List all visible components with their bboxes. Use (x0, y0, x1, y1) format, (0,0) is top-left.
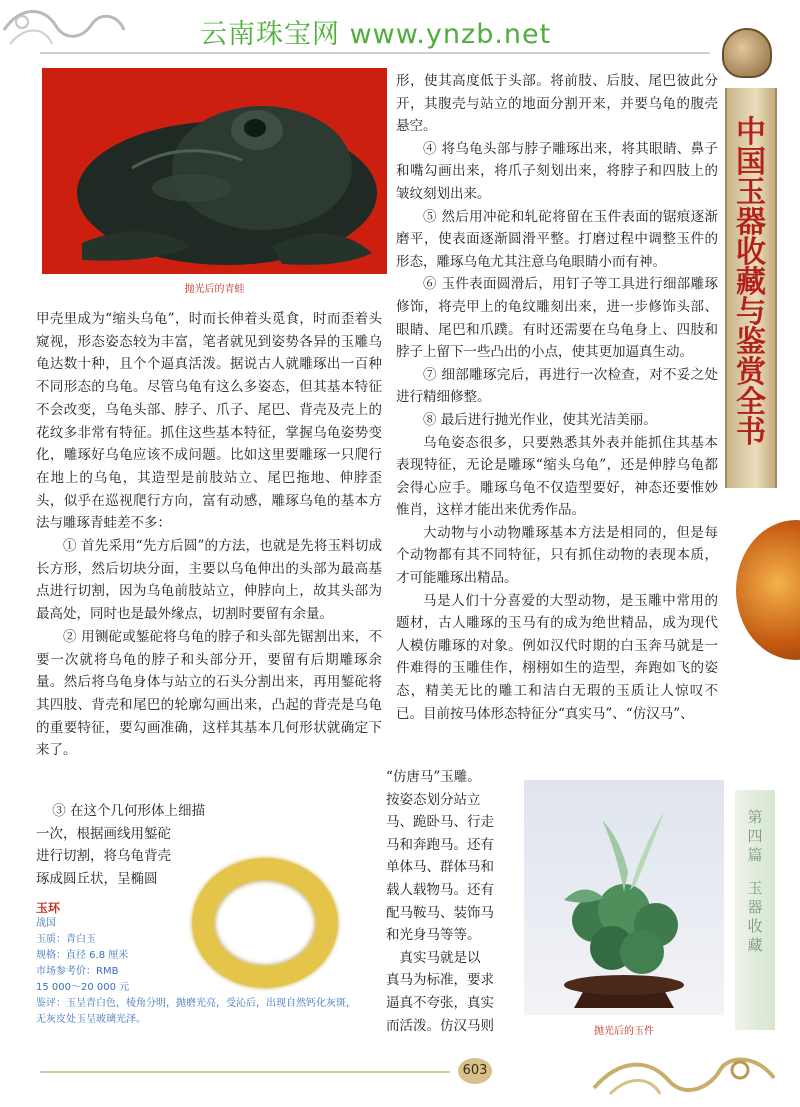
paragraph: ⑦ 细部雕琢完后，再进行一次检查，对不妥之处进行精细修整。 (396, 366, 718, 406)
frog-illustration (42, 68, 387, 274)
book-title-char: 器 (736, 205, 766, 240)
book-title-char: 书 (736, 415, 766, 450)
artifact-review: 鉴评：玉呈青白色，棱角分明，抛磨光亮，受沁后，出现自然钙化灰斑， (36, 998, 356, 1009)
right-text-column (396, 70, 718, 725)
text-line: 配马鞍马、装饰马 (386, 904, 494, 921)
chapter-label-vertical (741, 808, 769, 955)
paragraph: ② 用铡砣或錾砣将乌龟的脖子和头部先锯割出来，不要一次就将乌龟的脖子和头部分开，要留有后期雕琢余量。然后将乌龟身体与站立的石头分割出来，再用錾砣将其四肢、背壳和尾巴的轮廓勾画出来，凸起的背壳是乌龟的重要特征，要勾画准确，这样其基本几何形状就确定下来了。 (36, 628, 382, 759)
paragraph: 马是人们十分喜爱的大型动物，是玉雕中常用的题材，古人雕琢的玉马有的成为绝世精品，成为现代人模仿雕琢的对象。例如汉代时期的白玉奔马就是一件难得的玉雕佳作，栩栩如生的造型，奔跑如飞的姿态，精美无比的雕工和洁白无瑕的玉质让人惊叹不已。目前按马体形态特征分“真实马”、“仿汉马”、 (396, 592, 718, 722)
jade-carving-caption: 抛光后的玉件 (594, 1026, 654, 1037)
artifact-period: 战国 (36, 918, 56, 929)
text-line: 载人载物马。还有 (386, 881, 494, 898)
text-line: 真马为标准，要求 (386, 972, 494, 989)
text-line: 而活泼。仿汉马则 (386, 1017, 494, 1034)
frog-photo-caption: 抛光后的青蛙 (184, 284, 245, 295)
footer-rule (40, 1071, 450, 1073)
text-line: 逼真不夸张，真实 (386, 994, 494, 1011)
book-title-vertical (731, 115, 771, 450)
book-title-char: 鉴 (736, 325, 766, 360)
chapter-char: 第 (747, 808, 763, 826)
paragraph: ⑤ 然后用冲砣和轧砣将留在玉件表面的锯痕逐渐磨平，使表面逐渐圆滑平整。打磨过程中调整玉件的形态，雕琢乌龟尤其注意乌龟眼睛小而有神。 (396, 208, 718, 270)
text-line: 按姿态划分站立 (386, 791, 481, 808)
artifact-size: 规格：直径 6.8 厘米 (36, 950, 129, 961)
text-line: 和光身马等等。 (386, 927, 481, 944)
text-line: 真实马就是以 (386, 949, 481, 966)
right-narrow-text (386, 766, 516, 1037)
text-line: 进行切割，将乌龟背壳 (36, 848, 171, 865)
text-line: ③ 在这个几何形体上细描 (52, 803, 205, 819)
chapter-char: 篇 (747, 846, 763, 864)
book-title-char: 全 (736, 385, 766, 420)
paragraph: 大动物与小动物雕琢基本方法是相同的，但是每个动物都有其不同特征，只有抓住动物的表现本质，才可能雕琢出精品。 (396, 524, 718, 587)
book-title-char: 与 (736, 295, 766, 330)
chapter-char: 收 (747, 917, 763, 935)
text-line: 一次，根据画线用錾砣 (36, 825, 171, 842)
text-line: 单体马、群体马和 (386, 859, 494, 876)
paragraph: ⑥ 玉件表面圆滑后，用钉子等工具进行细部雕琢修饰，将壳甲上的龟纹雕刻出来，进一步修饰头部、眼睛、尾巴和爪蹼。有时还需要在乌龟身上、四肢和脖子上留下一些凸出的小点，使其更加逼真生动。 (396, 276, 718, 361)
left-narrow-text (36, 800, 226, 890)
header-cloud-ornament (0, 0, 200, 60)
left-text-column (36, 308, 382, 762)
site-watermark: 云南珠宝网 www.ynzb.net (200, 19, 552, 50)
chapter-char: 藏 (747, 936, 763, 954)
artifact-title: 玉环 (36, 901, 61, 915)
artifact-material: 玉质：青白玉 (36, 934, 96, 945)
chapter-char: 四 (747, 827, 763, 845)
header-rule (40, 52, 710, 54)
jade-carving-photo (524, 780, 724, 1015)
book-title-char: 玉 (736, 175, 766, 210)
text-line: 琢成圆丘状，呈椭圆 (36, 870, 158, 887)
footer-dragon-ornament (590, 1048, 780, 1098)
chapter-char: 器 (747, 898, 763, 916)
side-jade-image (736, 520, 800, 660)
book-title-char: 国 (736, 145, 766, 180)
text-line: 马、跪卧马、行走 (386, 814, 494, 831)
paragraph: 乌龟姿态很多，只要熟悉其外表并能抓住其基本表现特征，无论是雕琢“缩头乌龟”，还是伸脖乌龟都会得心应手。雕琢乌龟不仅造型要好，神态还要惟妙惟肖，这样才能出来优秀作品。 (396, 434, 718, 519)
book-title-char: 藏 (736, 265, 766, 300)
text-line: 马和奔跑马。还有 (386, 836, 494, 853)
jade-ornament-image (722, 28, 772, 78)
paragraph: 甲壳里成为“缩头乌龟”，时而长伸着头觅食，时而歪着头窥视，形态姿态较为丰富，笔者就见到姿势各异的玉雕乌龟达数十种，且个个逼真活泼。据说古人就雕琢出一百种不同形态的乌龟。尽管乌龟有这么多姿态，但其基本特征不会改变，乌龟头部、脖子、爪子、尾巴、背壳及壳上的花纹多非常有特征。抓住这些基本特征，掌握乌龟姿势变化，雕琢好乌龟应该不成问题。比如这里要雕琢一只爬行在地上的乌龟，其造型是前肢站立、尾巴拖地、伸脖歪头，似乎在巡视爬行方向，富有动感，雕琢乌龟的基本方法与雕琢青蛙差不多： (36, 311, 382, 532)
page-number: 603 (458, 1058, 492, 1084)
book-title-char: 中 (736, 115, 766, 150)
chapter-char: 玉 (747, 879, 763, 897)
text-line: “仿唐马”玉雕。 (386, 769, 481, 785)
paragraph: ④ 将乌龟头部与脖子雕琢出来，将其眼睛、鼻子和嘴勾画出来，将爪子刻划出来，将脖子和四肢上的皱纹刻划出来。 (396, 140, 718, 202)
paragraph: ⑧ 最后进行抛光作业，使其光洁美丽。 (423, 411, 657, 428)
artifact-price: 15 000～20 000 元 (36, 982, 130, 993)
frog-photo (42, 68, 387, 274)
book-title-char: 赏 (736, 355, 766, 390)
artifact-info (36, 900, 376, 1028)
jade-carving-illustration (524, 780, 724, 1015)
paragraph: ① 首先采用“先方后圆”的方法，也就是先将玉料切成长方形，然后切块分面，主要以乌龟伸出的头部为最高基点进行切割，因为乌龟前肢站立，伸脖向上，故其头部为最高处，同时也是最外缘点，切割时要留有余量。 (36, 538, 382, 623)
paragraph: 形，使其高度低于头部。将前肢、后肢、尾巴彼此分开，其腹壳与站立的地面分割开来，并要乌龟的腹壳悬空。 (396, 73, 718, 135)
book-title-char: 收 (736, 235, 766, 270)
artifact-price-label: 市场参考价：RMB (36, 966, 119, 977)
artifact-review: 无灰皮处玉呈玻璃光泽。 (36, 1014, 146, 1025)
